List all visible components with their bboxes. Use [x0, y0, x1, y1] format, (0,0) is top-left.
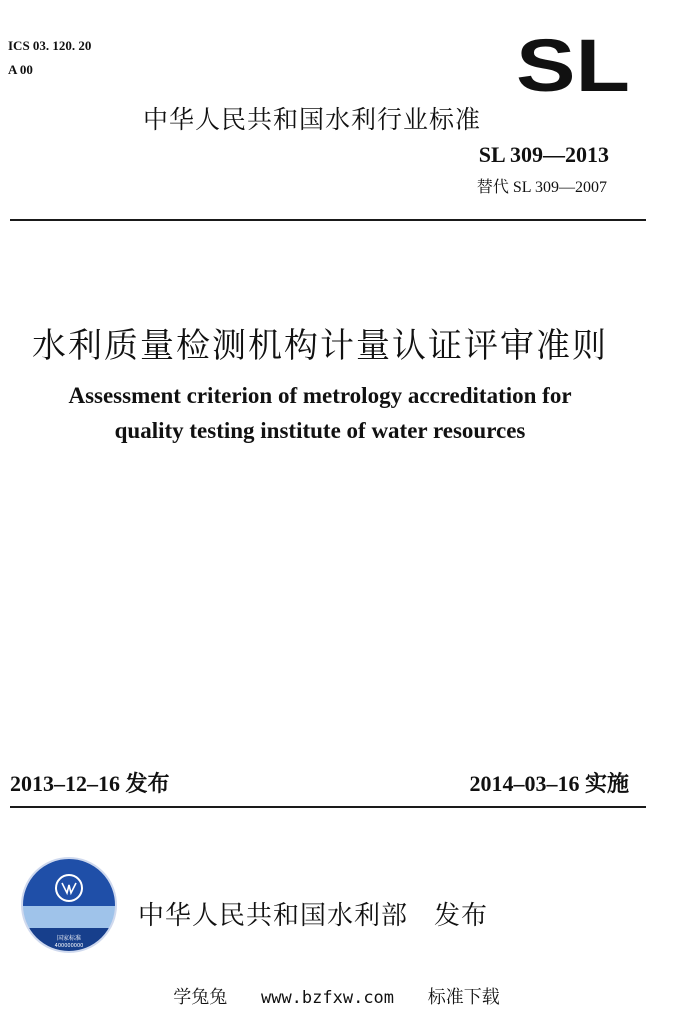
issuer-action: 发布 [434, 901, 489, 931]
industry-standard-title: 中华人民共和国水利行业标准 [143, 105, 482, 134]
seal-line1: 国家标准 [56, 935, 82, 942]
ics-block [8, 34, 91, 82]
issuer [138, 895, 488, 932]
title-chinese: 水利质量检测机构计量认证评审准则 [32, 326, 608, 366]
seal-line2: 400000000 [54, 943, 84, 949]
top-divider [10, 219, 646, 221]
footer-site-name: 学兔兔 [173, 987, 228, 1008]
class-code: A 00 [8, 62, 33, 77]
issue-date: 2013–12–16 发布 [10, 771, 170, 796]
footer [0, 983, 673, 1009]
bottom-divider [10, 806, 646, 808]
footer-url-link[interactable]: www.bzfxw.com [260, 988, 395, 1008]
title-english-line1: Assessment criterion of metrology accreditation for [68, 383, 572, 408]
anti-counterfeit-seal-icon [20, 856, 118, 954]
title-english-line2: quality testing institute of water resources [114, 418, 526, 443]
issuer-name: 中华人民共和国水利部 [138, 901, 409, 931]
ics-code: ICS 03. 120. 20 [8, 38, 92, 53]
sl-logo-icon [516, 36, 632, 96]
replaces-note: 替代 SL 309—2007 [476, 179, 607, 196]
footer-tagline: 标准下载 [427, 987, 500, 1008]
implementation-date: 2014–03–16 实施 [469, 771, 629, 796]
sl-logo-text: SL [516, 36, 630, 96]
standard-code: SL 309—2013 [478, 142, 609, 167]
